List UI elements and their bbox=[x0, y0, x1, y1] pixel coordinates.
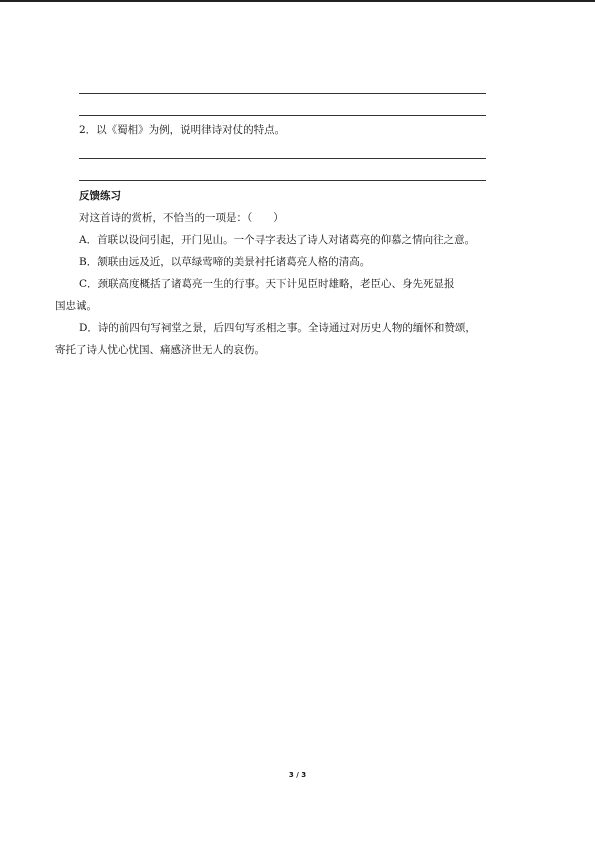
exercise-prompt: 对这首诗的赏析，不恰当的一项是：（ ） bbox=[79, 212, 284, 224]
option-a: A．首联以设问引起，开门见山。一个寻字表达了诗人对诸葛亮的仰慕之情向往之意。 bbox=[79, 234, 476, 246]
option-d-line-2: 寄托了诗人忧心忧国、痛感济世无人的哀伤。 bbox=[55, 344, 265, 356]
page-number: 3 / 3 bbox=[288, 771, 307, 779]
answer-line bbox=[79, 180, 486, 181]
question-2: 2．以《蜀相》为例，说明律诗对仗的特点。 bbox=[79, 124, 286, 136]
option-c-line-1: C．颈联高度概括了诸葛亮一生的行事。天下计见臣时雄略，老臣心、身先死显报 bbox=[79, 278, 455, 290]
answer-line bbox=[79, 93, 486, 94]
answer-line bbox=[79, 158, 486, 159]
section-title: 反馈练习 bbox=[79, 190, 121, 202]
option-c-line-2: 国忠诚。 bbox=[55, 300, 97, 312]
answer-line bbox=[79, 115, 486, 116]
option-d-line-1: D．诗的前四句写祠堂之景，后四句写丞相之事。全诗通过对历史人物的缅怀和赞颂， bbox=[79, 322, 476, 334]
option-b: B．颔联由远及近，以草绿莺啼的美景衬托诸葛亮人格的清高。 bbox=[79, 256, 371, 268]
page-top-border bbox=[0, 0, 595, 2]
